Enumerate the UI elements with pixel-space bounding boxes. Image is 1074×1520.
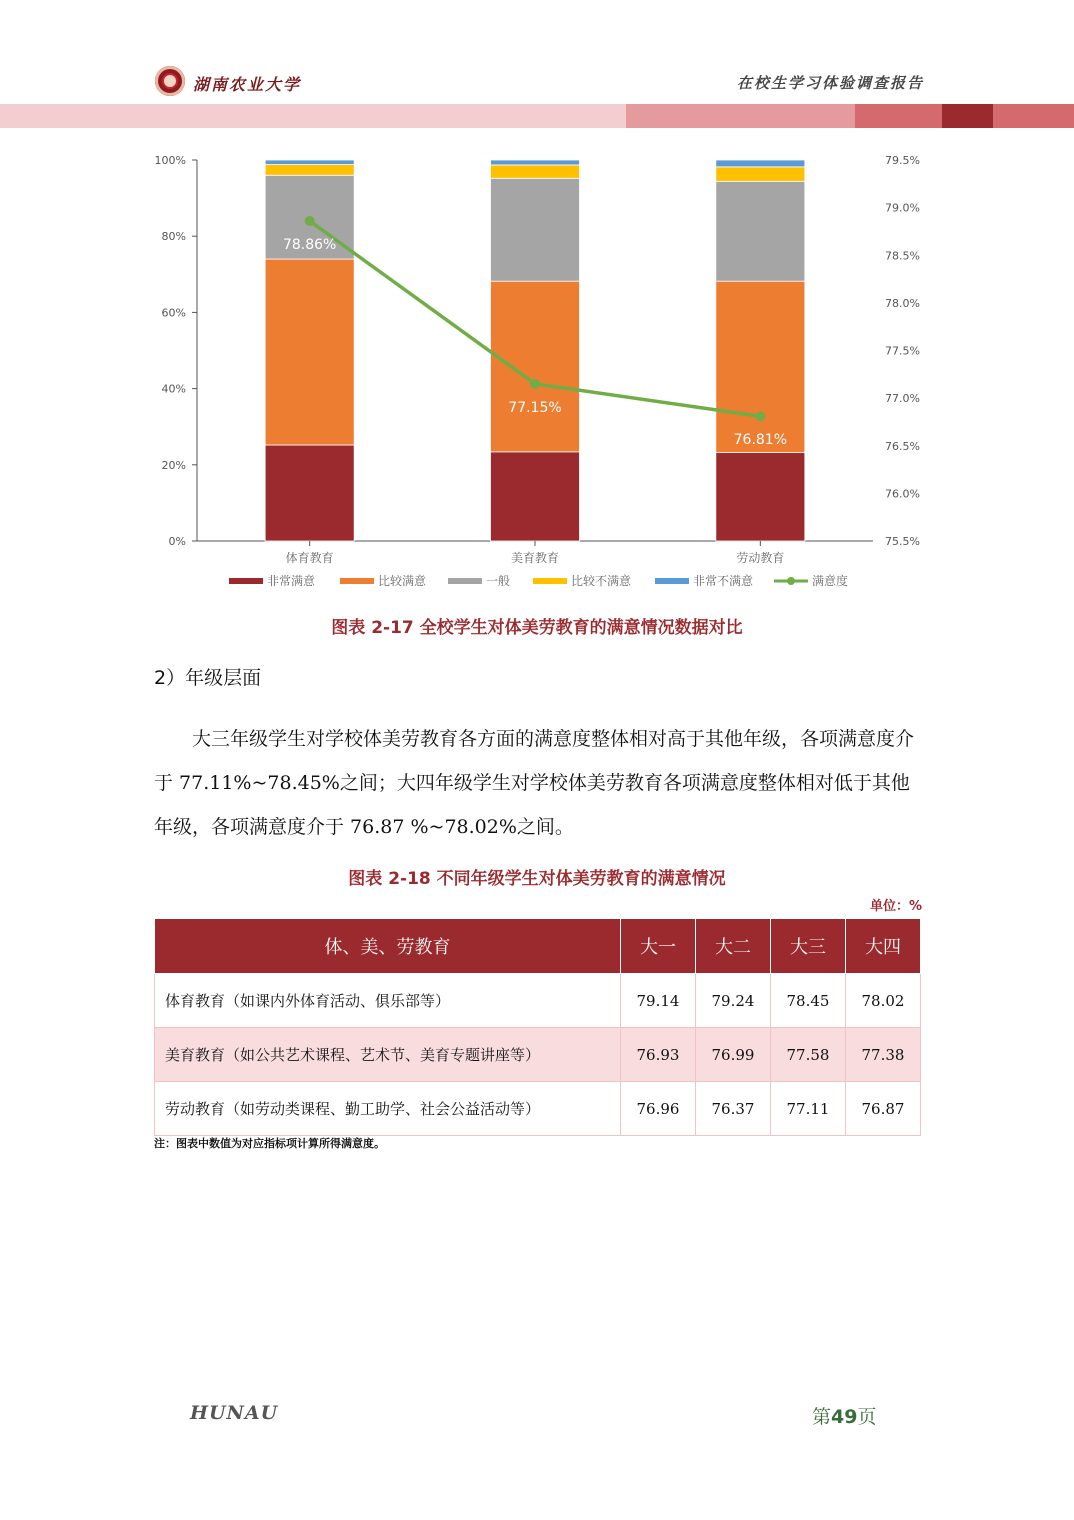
y-left-tick-label: 60% bbox=[161, 306, 186, 320]
band-segment-2 bbox=[626, 104, 855, 128]
bar-segment bbox=[716, 181, 805, 281]
header-report-title: 在校生学习体验调查报告 bbox=[736, 74, 924, 92]
bar-segment bbox=[716, 167, 805, 181]
bar-segment bbox=[491, 452, 580, 541]
y-right-tick-label: 79.5% bbox=[885, 154, 920, 167]
header-grade-2: 大二 bbox=[696, 919, 771, 974]
page-number-value: 49 bbox=[831, 1406, 858, 1428]
cell-value: 77.11 bbox=[771, 1082, 846, 1136]
row-label: 劳动教育（如劳动类课程、勤工助学、社会公益活动等） bbox=[155, 1082, 621, 1136]
bar-segment bbox=[491, 165, 580, 178]
legend-swatch bbox=[229, 578, 263, 584]
satisfaction-stacked-bar-chart bbox=[0, 140, 1074, 600]
bar-segment bbox=[265, 160, 354, 165]
table-row bbox=[155, 974, 921, 1028]
y-right-tick-label: 79.0% bbox=[885, 201, 920, 215]
cell-value: 76.96 bbox=[621, 1082, 696, 1136]
table-unit: 单位：% bbox=[869, 899, 922, 914]
y-right-tick-label: 76.5% bbox=[885, 439, 920, 453]
bar-segment bbox=[491, 160, 580, 165]
y-right-tick-label: 77.5% bbox=[885, 344, 920, 358]
cell-value: 79.24 bbox=[696, 974, 771, 1028]
body-paragraph: 大三年级学生对学校体美劳教育各方面的满意度整体相对高于其他年级，各项满意度介于 77.11%~78.45%之间；大四年级学生对学校体美劳教育各项满意度整体相对低于其他年级，各项满意度介于 76.87 %~78.02%之间。 bbox=[154, 728, 915, 838]
satisfaction-data-label: 77.15% bbox=[508, 399, 562, 416]
bar-segment bbox=[716, 160, 805, 167]
header-grade-3: 大三 bbox=[771, 919, 846, 974]
legend-label: 满意度 bbox=[812, 574, 849, 588]
page-prefix: 第 bbox=[812, 1406, 832, 1428]
satisfaction-point bbox=[755, 411, 765, 421]
satisfaction-data-label: 78.86% bbox=[282, 236, 337, 253]
y-right-tick-label: 76.0% bbox=[885, 487, 920, 501]
y-left-tick-label: 20% bbox=[161, 458, 186, 472]
header-university-name: 湖南农业大学 bbox=[193, 75, 302, 94]
legend-swatch bbox=[655, 578, 689, 584]
page-suffix: 页 bbox=[857, 1406, 877, 1428]
header-grade-1: 大一 bbox=[621, 919, 696, 974]
satisfaction-data-label: 76.81% bbox=[733, 432, 788, 449]
legend-label: 比较满意 bbox=[378, 574, 427, 588]
satisfaction-point bbox=[530, 379, 540, 389]
bar-segment bbox=[491, 281, 580, 452]
legend-label: 比较不满意 bbox=[571, 574, 632, 588]
y-left-tick-label: 0% bbox=[168, 535, 186, 548]
cell-value: 77.38 bbox=[846, 1028, 921, 1082]
bar-segment bbox=[265, 165, 354, 176]
legend-label: 非常满意 bbox=[267, 574, 316, 588]
row-label: 美育教育（如公共艺术课程、艺术节、美育专题讲座等） bbox=[155, 1028, 621, 1082]
header-category: 体、美、劳教育 bbox=[155, 919, 621, 974]
x-tick-label: 体育教育 bbox=[285, 551, 334, 565]
satisfaction-point bbox=[305, 216, 315, 226]
header-grade-4: 大四 bbox=[846, 919, 921, 974]
table-row bbox=[155, 1082, 921, 1136]
band-segment-1 bbox=[0, 104, 626, 128]
legend-swatch bbox=[533, 578, 567, 584]
table-row bbox=[155, 1028, 921, 1082]
cell-value: 79.14 bbox=[621, 974, 696, 1028]
cell-value: 76.93 bbox=[621, 1028, 696, 1082]
y-right-tick-label: 75.5% bbox=[885, 535, 920, 548]
cell-value: 78.45 bbox=[771, 974, 846, 1028]
table-header-row bbox=[155, 919, 921, 974]
bar-segment bbox=[716, 281, 805, 452]
cell-value: 76.87 bbox=[846, 1082, 921, 1136]
band-segment-5 bbox=[993, 104, 1074, 128]
section-heading: 2）年级层面 bbox=[154, 667, 262, 689]
footer-brand: HUNAU bbox=[190, 1402, 279, 1424]
table-caption: 图表 2-18 不同年级学生对体美劳教育的满意情况 bbox=[348, 869, 726, 889]
band-segment-3 bbox=[855, 104, 942, 128]
page-number bbox=[812, 1402, 876, 1429]
bar-segment bbox=[265, 259, 354, 445]
cell-value: 76.37 bbox=[696, 1082, 771, 1136]
cell-value: 76.99 bbox=[696, 1028, 771, 1082]
cell-value: 78.02 bbox=[846, 974, 921, 1028]
legend-label: 一般 bbox=[486, 574, 511, 588]
bar-segment bbox=[716, 453, 805, 541]
x-tick-label: 劳动教育 bbox=[736, 551, 785, 565]
y-right-tick-label: 78.0% bbox=[885, 296, 920, 310]
legend-swatch bbox=[448, 578, 482, 584]
grade-satisfaction-table bbox=[154, 918, 921, 1136]
y-right-tick-label: 77.0% bbox=[885, 392, 920, 406]
table-note: 注：图表中数值为对应指标项计算所得满意度。 bbox=[154, 1137, 385, 1150]
legend-marker bbox=[787, 577, 795, 585]
legend-swatch bbox=[340, 578, 374, 584]
bar-segment bbox=[265, 445, 354, 541]
x-tick-label: 美育教育 bbox=[510, 551, 560, 565]
chart-caption: 图表 2-17 全校学生对体美劳教育的满意情况数据对比 bbox=[331, 618, 743, 638]
bar-segment bbox=[491, 178, 580, 281]
y-left-tick-label: 40% bbox=[161, 382, 186, 396]
cell-value: 77.58 bbox=[771, 1028, 846, 1082]
legend-label: 非常不满意 bbox=[693, 574, 754, 588]
row-label: 体育教育（如课内外体育活动、俱乐部等） bbox=[155, 974, 621, 1028]
y-right-tick-label: 78.5% bbox=[885, 249, 920, 263]
y-left-tick-label: 80% bbox=[161, 230, 186, 244]
university-logo-center bbox=[164, 75, 176, 87]
band-segment-4 bbox=[942, 104, 993, 128]
y-left-tick-label: 100% bbox=[154, 154, 186, 167]
